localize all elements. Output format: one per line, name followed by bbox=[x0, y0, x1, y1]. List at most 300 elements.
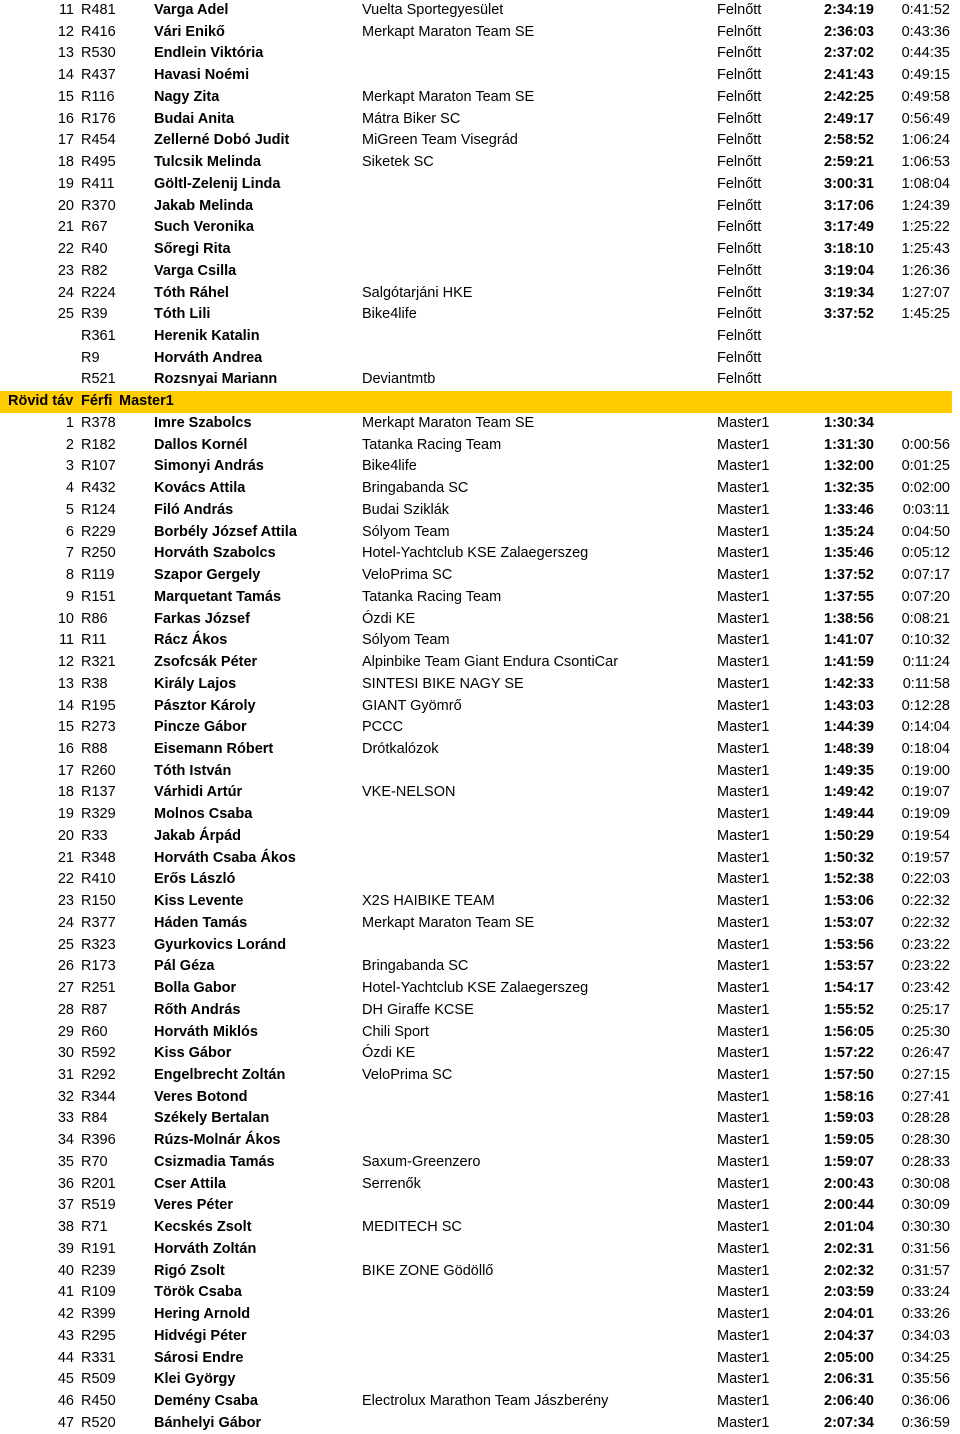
category-name: Master1 bbox=[119, 393, 174, 410]
team-cell: Serrenők bbox=[362, 1175, 421, 1192]
rider-name-cell: Göltl-Zelenij Linda bbox=[154, 175, 281, 192]
team-cell: Merkapt Maraton Team SE bbox=[362, 23, 535, 40]
result-row bbox=[0, 109, 960, 131]
result-row bbox=[0, 130, 960, 152]
category-cell: Felnőtt bbox=[717, 219, 762, 236]
time-gap-cell: 0:07:20 bbox=[901, 588, 950, 605]
rider-name-cell: Gyurkovics Loránd bbox=[154, 936, 287, 953]
finish-time-cell: 1:59:03 bbox=[824, 1110, 874, 1127]
bib-cell: R273 bbox=[81, 719, 116, 736]
finish-time-cell: 1:37:55 bbox=[824, 588, 874, 605]
time-gap-cell: 0:30:09 bbox=[901, 1197, 950, 1214]
finish-time-cell: 1:55:52 bbox=[824, 1001, 874, 1018]
time-gap-cell: 0:25:30 bbox=[901, 1023, 950, 1040]
finish-time-cell: 1:48:39 bbox=[824, 740, 874, 757]
finish-time-cell: 1:53:57 bbox=[824, 958, 874, 975]
time-gap-cell: 0:56:49 bbox=[901, 110, 950, 127]
finish-time-cell: 1:32:00 bbox=[824, 458, 874, 475]
position-cell: 13 bbox=[57, 675, 74, 692]
result-row bbox=[0, 848, 960, 870]
time-gap-cell: 0:28:30 bbox=[901, 1132, 950, 1149]
category-distance: Rövid táv bbox=[8, 393, 74, 410]
result-row bbox=[0, 1348, 960, 1370]
rider-name-cell: Borbély József Attila bbox=[154, 523, 297, 540]
rider-name-cell: Pál Géza bbox=[154, 958, 215, 975]
bib-cell: R530 bbox=[81, 45, 116, 62]
category-cell: Master1 bbox=[717, 567, 770, 584]
finish-time-cell: 1:58:16 bbox=[824, 1088, 874, 1105]
rider-name-cell: Horváth Szabolcs bbox=[154, 545, 276, 562]
bib-cell: R437 bbox=[81, 67, 116, 84]
rider-name-cell: Nagy Zita bbox=[154, 88, 220, 105]
finish-time-cell: 2:03:59 bbox=[824, 1284, 874, 1301]
bib-cell: R201 bbox=[81, 1175, 116, 1192]
category-cell: Master1 bbox=[717, 1262, 770, 1279]
result-row bbox=[0, 1282, 960, 1304]
bib-cell: R224 bbox=[81, 284, 116, 301]
position-cell: 47 bbox=[57, 1414, 74, 1431]
rider-name-cell: Csizmadia Tamás bbox=[154, 1153, 275, 1170]
category-cell: Felnőtt bbox=[717, 175, 762, 192]
rider-name-cell: Háden Tamás bbox=[154, 914, 248, 931]
bib-cell: R40 bbox=[81, 241, 108, 258]
bib-cell: R292 bbox=[81, 1066, 116, 1083]
category-cell: Master1 bbox=[717, 1306, 770, 1323]
finish-time-cell: 3:19:34 bbox=[824, 284, 874, 301]
finish-time-cell: 3:37:52 bbox=[824, 306, 874, 323]
time-gap-cell: 1:06:53 bbox=[901, 154, 950, 171]
rider-name-cell: Rőth András bbox=[154, 1001, 241, 1018]
team-cell: SINTESI BIKE NAGY SE bbox=[362, 675, 524, 692]
rider-name-cell: Klei György bbox=[154, 1371, 236, 1388]
result-row bbox=[0, 1000, 960, 1022]
time-gap-cell: 0:27:41 bbox=[901, 1088, 950, 1105]
team-cell: Budai Sziklák bbox=[362, 501, 450, 518]
finish-time-cell: 2:41:43 bbox=[824, 67, 874, 84]
bib-cell: R361 bbox=[81, 328, 116, 345]
time-gap-cell: 0:23:22 bbox=[901, 958, 950, 975]
finish-time-cell: 2:04:01 bbox=[824, 1306, 874, 1323]
category-cell: Master1 bbox=[717, 893, 770, 910]
position-cell: 46 bbox=[57, 1393, 74, 1409]
bib-cell: R495 bbox=[81, 154, 116, 171]
result-row bbox=[0, 1261, 960, 1283]
time-gap-cell: 0:23:42 bbox=[901, 980, 950, 997]
team-cell: Tatanka Racing Team bbox=[362, 588, 502, 605]
rider-name-cell: Török Csaba bbox=[154, 1284, 242, 1301]
time-gap-cell: 0:34:25 bbox=[901, 1349, 950, 1366]
team-cell: Alpinbike Team Giant Endura CsontiCar bbox=[362, 654, 619, 671]
finish-time-cell: 1:57:22 bbox=[824, 1045, 874, 1062]
team-cell: X2S HAIBIKE TEAM bbox=[362, 893, 495, 910]
time-gap-cell: 0:01:25 bbox=[901, 458, 950, 475]
bib-cell: R84 bbox=[81, 1110, 108, 1127]
bib-cell: R323 bbox=[81, 936, 116, 953]
time-gap-cell: 0:11:24 bbox=[902, 654, 950, 671]
category-cell: Master1 bbox=[717, 480, 770, 497]
time-gap-cell: 0:30:30 bbox=[901, 1219, 950, 1236]
finish-time-cell: 2:49:17 bbox=[824, 110, 874, 127]
time-gap-cell: 0:31:57 bbox=[901, 1262, 950, 1279]
time-gap-cell: 0:43:36 bbox=[901, 23, 950, 40]
time-gap-cell: 0:19:09 bbox=[901, 806, 950, 823]
category-cell: Master1 bbox=[717, 914, 770, 931]
result-row bbox=[0, 261, 960, 283]
time-gap-cell: 0:36:59 bbox=[901, 1414, 950, 1431]
team-cell: PCCC bbox=[362, 719, 404, 736]
finish-time-cell: 1:50:29 bbox=[824, 827, 874, 844]
bib-cell: R519 bbox=[81, 1197, 116, 1214]
category-cell: Master1 bbox=[717, 523, 770, 540]
result-row bbox=[0, 1326, 960, 1348]
time-gap-cell: 0:30:08 bbox=[901, 1175, 950, 1192]
category-cell: Master1 bbox=[717, 871, 770, 888]
bib-cell: R454 bbox=[81, 132, 116, 149]
category-cell: Master1 bbox=[717, 1153, 770, 1170]
result-row bbox=[0, 1304, 960, 1326]
bib-cell: R396 bbox=[81, 1132, 116, 1149]
time-gap-cell: 0:05:12 bbox=[901, 545, 950, 562]
position-cell: 22 bbox=[57, 871, 74, 888]
category-cell: Master1 bbox=[717, 1110, 770, 1127]
rider-name-cell: Engelbrecht Zoltán bbox=[154, 1066, 286, 1083]
bib-cell: R370 bbox=[81, 197, 116, 214]
team-cell: Ózdi KE bbox=[362, 1045, 416, 1062]
position-cell: 39 bbox=[57, 1240, 74, 1257]
team-cell: Hotel-Yachtclub KSE Zalaegerszeg bbox=[362, 545, 589, 562]
rider-name-cell: Varga Csilla bbox=[154, 262, 237, 279]
rider-name-cell: Horváth Andrea bbox=[154, 349, 263, 366]
result-row bbox=[0, 739, 960, 761]
rider-name-cell: Molnos Csaba bbox=[154, 806, 253, 823]
position-cell: 12 bbox=[57, 654, 74, 671]
finish-time-cell: 2:58:52 bbox=[824, 132, 874, 149]
finish-time-cell: 1:52:38 bbox=[824, 871, 874, 888]
position-cell: 41 bbox=[57, 1284, 74, 1301]
team-cell: Chili Sport bbox=[362, 1023, 429, 1040]
finish-time-cell: 1:44:39 bbox=[824, 719, 874, 736]
bib-cell: R86 bbox=[81, 610, 108, 627]
position-cell: 44 bbox=[57, 1349, 74, 1366]
position-cell: 2 bbox=[65, 436, 74, 453]
bib-cell: R82 bbox=[81, 262, 108, 279]
team-cell: Deviantmtb bbox=[362, 371, 436, 388]
finish-time-cell: 1:37:52 bbox=[824, 567, 874, 584]
team-cell: Ózdi KE bbox=[362, 610, 416, 627]
rider-name-cell: Demény Csaba bbox=[154, 1393, 258, 1409]
position-cell: 20 bbox=[57, 827, 74, 844]
position-cell: 34 bbox=[57, 1132, 74, 1149]
result-row bbox=[0, 65, 960, 87]
result-row bbox=[0, 761, 960, 783]
team-cell: Tatanka Racing Team bbox=[362, 436, 502, 453]
rider-name-cell: Tóth Lili bbox=[154, 306, 211, 323]
time-gap-cell: 0:44:35 bbox=[901, 45, 950, 62]
position-cell: 27 bbox=[57, 980, 74, 997]
team-cell: Merkapt Maraton Team SE bbox=[362, 414, 535, 431]
time-gap-cell: 0:19:57 bbox=[901, 849, 950, 866]
finish-time-cell: 2:42:25 bbox=[824, 88, 874, 105]
position-cell: 15 bbox=[57, 719, 74, 736]
result-row bbox=[0, 978, 960, 1000]
result-row bbox=[0, 1087, 960, 1109]
category-cell: Felnőtt bbox=[717, 132, 762, 149]
result-row bbox=[0, 174, 960, 196]
result-row bbox=[0, 543, 960, 565]
time-gap-cell: 0:36:06 bbox=[901, 1393, 950, 1409]
bib-cell: R377 bbox=[81, 914, 116, 931]
position-cell: 29 bbox=[57, 1023, 74, 1040]
category-cell: Master1 bbox=[717, 936, 770, 953]
finish-time-cell: 1:35:24 bbox=[824, 523, 874, 540]
category-cell: Master1 bbox=[717, 1066, 770, 1083]
finish-time-cell: 2:05:00 bbox=[824, 1349, 874, 1366]
result-row bbox=[0, 674, 960, 696]
result-row bbox=[0, 956, 960, 978]
team-cell: Vuelta Sportegyesület bbox=[362, 2, 504, 18]
time-gap-cell: 0:49:15 bbox=[901, 67, 950, 84]
team-cell: VKE-NELSON bbox=[362, 784, 456, 801]
finish-time-cell: 3:17:06 bbox=[824, 197, 874, 214]
category-cell: Master1 bbox=[717, 1045, 770, 1062]
position-cell: 17 bbox=[57, 132, 74, 149]
time-gap-cell: 0:49:58 bbox=[901, 88, 950, 105]
position-cell: 19 bbox=[57, 806, 74, 823]
finish-time-cell: 2:07:34 bbox=[824, 1414, 874, 1431]
result-row bbox=[0, 609, 960, 631]
result-row bbox=[0, 152, 960, 174]
category-cell: Master1 bbox=[717, 958, 770, 975]
rider-name-cell: Dallos Kornél bbox=[154, 436, 248, 453]
position-cell: 6 bbox=[65, 523, 74, 540]
time-gap-cell: 0:35:56 bbox=[901, 1371, 950, 1388]
position-cell: 30 bbox=[57, 1045, 74, 1062]
bib-cell: R71 bbox=[81, 1219, 108, 1236]
category-cell: Master1 bbox=[717, 675, 770, 692]
time-gap-cell: 1:25:22 bbox=[901, 219, 950, 236]
rider-name-cell: Eisemann Róbert bbox=[154, 740, 274, 757]
bib-cell: R348 bbox=[81, 849, 116, 866]
result-row bbox=[0, 630, 960, 652]
result-row bbox=[0, 478, 960, 500]
bib-cell: R9 bbox=[81, 349, 100, 366]
result-row bbox=[0, 891, 960, 913]
position-cell: 11 bbox=[58, 2, 74, 18]
category-cell: Master1 bbox=[717, 545, 770, 562]
team-cell: Bringabanda SC bbox=[362, 958, 469, 975]
category-cell: Felnőtt bbox=[717, 306, 762, 323]
position-cell: 7 bbox=[65, 545, 74, 562]
result-row bbox=[0, 500, 960, 522]
result-row bbox=[0, 717, 960, 739]
position-cell: 5 bbox=[65, 501, 74, 518]
position-cell: 25 bbox=[57, 936, 74, 953]
finish-time-cell: 2:59:21 bbox=[824, 154, 874, 171]
category-cell: Felnőtt bbox=[717, 262, 762, 279]
finish-time-cell: 3:18:10 bbox=[824, 241, 874, 258]
bib-cell: R67 bbox=[81, 219, 108, 236]
category-cell: Master1 bbox=[717, 501, 770, 518]
bib-cell: R378 bbox=[81, 414, 116, 431]
bib-cell: R151 bbox=[81, 588, 116, 605]
category-cell: Master1 bbox=[717, 762, 770, 779]
category-cell: Felnőtt bbox=[717, 284, 762, 301]
time-gap-cell: 0:12:28 bbox=[901, 697, 950, 714]
time-gap-cell: 1:26:36 bbox=[901, 262, 950, 279]
bib-cell: R124 bbox=[81, 501, 116, 518]
category-cell: Master1 bbox=[717, 414, 770, 431]
team-cell: Bringabanda SC bbox=[362, 480, 469, 497]
rider-name-cell: Hidvégi Péter bbox=[154, 1327, 247, 1344]
result-row bbox=[0, 587, 960, 609]
position-cell: 28 bbox=[57, 1001, 74, 1018]
results-group-master1 bbox=[0, 413, 960, 1434]
bib-cell: R251 bbox=[81, 980, 116, 997]
team-cell: Merkapt Maraton Team SE bbox=[362, 88, 535, 105]
category-cell: Master1 bbox=[717, 610, 770, 627]
finish-time-cell: 2:34:19 bbox=[824, 2, 874, 18]
rider-name-cell: Bolla Gabor bbox=[154, 980, 237, 997]
finish-time-cell: 1:41:59 bbox=[824, 654, 874, 671]
result-row bbox=[0, 1065, 960, 1087]
finish-time-cell: 1:41:07 bbox=[824, 632, 874, 649]
category-cell: Master1 bbox=[717, 784, 770, 801]
bib-cell: R592 bbox=[81, 1045, 116, 1062]
finish-time-cell: 1:35:46 bbox=[824, 545, 874, 562]
category-cell: Master1 bbox=[717, 1175, 770, 1192]
category-cell: Master1 bbox=[717, 1219, 770, 1236]
team-cell: BIKE ZONE Gödöllő bbox=[362, 1262, 494, 1279]
category-cell: Felnőtt bbox=[717, 328, 762, 345]
position-cell: 42 bbox=[57, 1306, 74, 1323]
position-cell: 8 bbox=[65, 567, 74, 584]
bib-cell: R107 bbox=[81, 458, 116, 475]
time-gap-cell: 1:45:25 bbox=[901, 306, 950, 323]
position-cell: 13 bbox=[57, 45, 74, 62]
rider-name-cell: Varga Adel bbox=[154, 2, 229, 18]
category-cell: Felnőtt bbox=[717, 241, 762, 258]
finish-time-cell: 1:57:50 bbox=[824, 1066, 874, 1083]
team-cell: Saxum-Greenzero bbox=[362, 1153, 481, 1170]
team-cell: Siketek SC bbox=[362, 154, 434, 171]
position-cell: 3 bbox=[65, 458, 74, 475]
position-cell: 14 bbox=[57, 67, 74, 84]
time-gap-cell: 1:24:39 bbox=[901, 197, 950, 214]
result-row bbox=[0, 565, 960, 587]
bib-cell: R250 bbox=[81, 545, 116, 562]
rider-name-cell: Veres Botond bbox=[154, 1088, 248, 1105]
finish-time-cell: 1:38:56 bbox=[824, 610, 874, 627]
result-row bbox=[0, 326, 960, 348]
rider-name-cell: Székely Bertalan bbox=[154, 1110, 270, 1127]
position-cell: 10 bbox=[57, 610, 74, 627]
position-cell: 38 bbox=[57, 1219, 74, 1236]
rider-name-cell: Horváth Csaba Ákos bbox=[154, 849, 296, 866]
result-row bbox=[0, 1108, 960, 1130]
position-cell: 32 bbox=[57, 1088, 74, 1105]
position-cell: 4 bbox=[65, 480, 74, 497]
time-gap-cell: 0:31:56 bbox=[901, 1240, 950, 1257]
position-cell: 16 bbox=[57, 740, 74, 757]
bib-cell: R191 bbox=[81, 1240, 116, 1257]
category-cell: Master1 bbox=[717, 1001, 770, 1018]
bib-cell: R176 bbox=[81, 110, 116, 127]
bib-cell: R60 bbox=[81, 1023, 108, 1040]
position-cell: 23 bbox=[57, 893, 74, 910]
team-cell: DH Giraffe KCSE bbox=[362, 1001, 474, 1018]
rider-name-cell: Zellerné Dobó Judit bbox=[154, 132, 290, 149]
bib-cell: R39 bbox=[81, 306, 108, 323]
rider-name-cell: Bánhelyi Gábor bbox=[154, 1414, 262, 1431]
bib-cell: R239 bbox=[81, 1262, 116, 1279]
rider-name-cell: Farkas József bbox=[154, 610, 250, 627]
time-gap-cell: 0:28:33 bbox=[901, 1153, 950, 1170]
time-gap-cell: 0:34:03 bbox=[901, 1327, 950, 1344]
bib-cell: R119 bbox=[81, 567, 115, 584]
position-cell: 24 bbox=[57, 284, 74, 301]
rider-name-cell: Várhidi Artúr bbox=[154, 784, 243, 801]
category-cell: Master1 bbox=[717, 1349, 770, 1366]
result-row bbox=[0, 869, 960, 891]
category-cell: Master1 bbox=[717, 980, 770, 997]
time-gap-cell: 1:08:04 bbox=[901, 175, 950, 192]
rider-name-cell: Sárosi Endre bbox=[154, 1349, 244, 1366]
rider-name-cell: Marquetant Tamás bbox=[154, 588, 282, 605]
result-row bbox=[0, 196, 960, 218]
rider-name-cell: Budai Anita bbox=[154, 110, 235, 127]
team-cell: Drótkalózok bbox=[362, 740, 439, 757]
bib-cell: R87 bbox=[81, 1001, 108, 1018]
rider-name-cell: Tulcsik Melinda bbox=[154, 154, 261, 171]
finish-time-cell: 1:32:35 bbox=[824, 480, 874, 497]
rider-name-cell: Kovács Attila bbox=[154, 480, 246, 497]
position-cell: 9 bbox=[65, 588, 74, 605]
category-cell: Master1 bbox=[717, 806, 770, 823]
time-gap-cell: 1:25:43 bbox=[901, 241, 950, 258]
position-cell: 1 bbox=[65, 414, 74, 431]
time-gap-cell: 0:22:32 bbox=[901, 914, 950, 931]
rider-name-cell: Endlein Viktória bbox=[154, 45, 264, 62]
team-cell: VeloPrima SC bbox=[362, 567, 453, 584]
result-row bbox=[0, 283, 960, 305]
category-cell: Master1 bbox=[717, 458, 770, 475]
finish-time-cell: 2:00:43 bbox=[824, 1175, 874, 1192]
bib-cell: R33 bbox=[81, 827, 108, 844]
rider-name-cell: Cser Attila bbox=[154, 1175, 226, 1192]
category-cell: Master1 bbox=[717, 1393, 770, 1409]
category-cell: Felnőtt bbox=[717, 23, 762, 40]
position-cell: 14 bbox=[57, 697, 74, 714]
finish-time-cell: 2:02:31 bbox=[824, 1240, 874, 1257]
category-cell: Master1 bbox=[717, 1327, 770, 1344]
bib-cell: R509 bbox=[81, 1371, 116, 1388]
bib-cell: R182 bbox=[81, 436, 116, 453]
time-gap-cell: 0:28:28 bbox=[901, 1110, 950, 1127]
result-row bbox=[0, 348, 960, 370]
category-cell: Master1 bbox=[717, 849, 770, 866]
rider-name-cell: Filó András bbox=[154, 501, 234, 518]
time-gap-cell: 0:22:03 bbox=[901, 871, 950, 888]
result-row bbox=[0, 1369, 960, 1391]
rider-name-cell: Kecskés Zsolt bbox=[154, 1219, 252, 1236]
finish-time-cell: 1:56:05 bbox=[824, 1023, 874, 1040]
finish-time-cell: 2:06:31 bbox=[824, 1371, 874, 1388]
time-gap-cell: 0:08:21 bbox=[901, 610, 950, 627]
time-gap-cell: 0:33:26 bbox=[901, 1306, 950, 1323]
position-cell: 37 bbox=[57, 1197, 74, 1214]
result-row bbox=[0, 435, 960, 457]
rider-name-cell: Tóth István bbox=[154, 762, 232, 779]
